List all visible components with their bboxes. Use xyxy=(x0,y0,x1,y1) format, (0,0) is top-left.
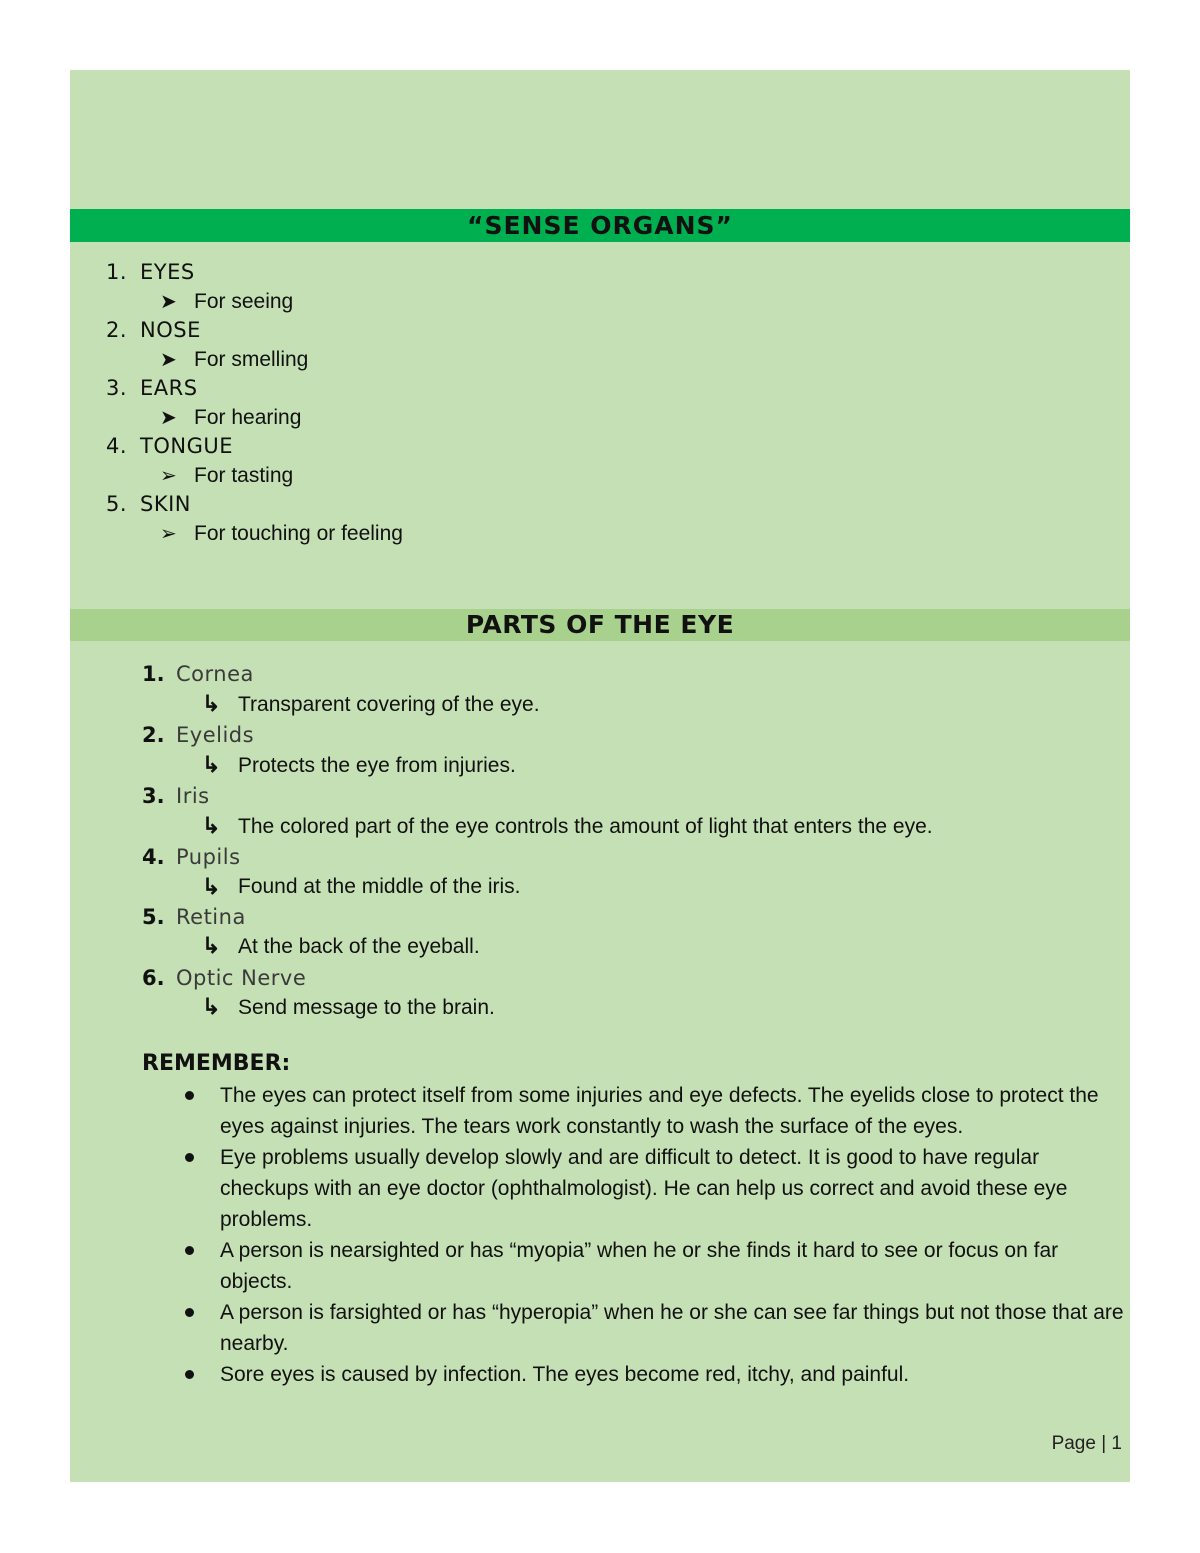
arrowhead-bullet-icon: ➢ xyxy=(160,523,177,545)
list-item-number: 4. xyxy=(142,845,165,869)
eye-part-description: The colored part of the eye controls the amount of light that enters the eye. xyxy=(238,815,933,838)
round-bullet-icon xyxy=(185,1308,194,1317)
organ-function: For seeing xyxy=(194,290,294,313)
remember-item: A person is nearsighted or has “myopia” when he or she finds it hard to see or focus on far objects. xyxy=(220,1239,1059,1293)
list-item-number: 6. xyxy=(142,966,165,990)
organ-name: TONGUE xyxy=(140,434,233,458)
curved-arrow-bullet-icon: ↳ xyxy=(202,691,221,716)
remember-heading: REMEMBER: xyxy=(142,1051,291,1076)
list-item-number: 5. xyxy=(106,492,128,516)
list-item-number: 2. xyxy=(142,723,165,747)
organ-name: SKIN xyxy=(140,492,192,516)
eye-part-name: Cornea xyxy=(176,662,254,686)
round-bullet-icon xyxy=(185,1370,194,1379)
curved-arrow-bullet-icon: ↳ xyxy=(202,933,221,958)
eye-part-description: Transparent covering of the eye. xyxy=(238,693,540,716)
eye-part-description: Send message to the brain. xyxy=(238,996,495,1019)
list-item-number: 2. xyxy=(106,318,128,342)
organ-function: For hearing xyxy=(194,406,302,429)
eye-part-description: Protects the eye from injuries. xyxy=(238,754,516,777)
curved-arrow-bullet-icon: ↳ xyxy=(202,874,221,899)
round-bullet-icon xyxy=(185,1153,194,1162)
remember-item: The eyes can protect itself from some injuries and eye defects. The eyelids close to protect the eyes against injuries. The tears work constantly to wash the surface of the eyes. xyxy=(220,1084,1099,1138)
list-item-number: 3. xyxy=(142,784,165,808)
arrowhead-bullet-icon: ➤ xyxy=(160,407,177,429)
arrowhead-bullet-icon: ➤ xyxy=(160,349,177,371)
eye-part-name: Optic Nerve xyxy=(176,966,307,990)
arrowhead-bullet-icon: ➢ xyxy=(160,465,177,487)
organ-name: EYES xyxy=(140,260,195,284)
eye-part-name: Iris xyxy=(176,784,210,808)
curved-arrow-bullet-icon: ↳ xyxy=(202,994,221,1019)
eye-part-description: At the back of the eyeball. xyxy=(238,935,480,958)
remember-item: Sore eyes is caused by infection. The eyes become red, itchy, and painful. xyxy=(220,1363,910,1386)
list-item-number: 5. xyxy=(142,905,165,929)
organ-name: EARS xyxy=(140,376,198,400)
document-page xyxy=(70,70,1130,1482)
remember-item: Eye problems usually develop slowly and are difficult to detect. It is good to have regular checkups with an eye doctor (ophthalmologist). He can help us correct and avoid these eye problems. xyxy=(220,1146,1068,1231)
organ-function: For tasting xyxy=(194,464,294,487)
curved-arrow-bullet-icon: ↳ xyxy=(202,752,221,777)
eye-part-name: Eyelids xyxy=(176,723,255,747)
list-item-number: 1. xyxy=(106,260,128,284)
list-item-number: 4. xyxy=(106,434,128,458)
eye-part-description: Found at the middle of the iris. xyxy=(238,875,521,898)
organ-name: NOSE xyxy=(140,318,201,342)
remember-item: A person is farsighted or has “hyperopia” when he or she can see far things but not those that are nearby. xyxy=(220,1301,1124,1355)
arrowhead-bullet-icon: ➤ xyxy=(160,291,177,313)
eye-part-name: Pupils xyxy=(176,845,241,869)
round-bullet-icon xyxy=(185,1246,194,1255)
round-bullet-icon xyxy=(185,1091,194,1100)
parts-of-eye-heading: PARTS OF THE EYE xyxy=(70,609,1130,641)
organ-function: For smelling xyxy=(194,348,309,371)
list-item-number: 1. xyxy=(142,662,165,686)
list-item-number: 3. xyxy=(106,376,128,400)
sense-organs-heading: “SENSE ORGANS” xyxy=(70,209,1130,242)
eye-part-name: Retina xyxy=(176,905,246,929)
page-number: Page | 1 xyxy=(1051,1433,1122,1454)
organ-function: For touching or feeling xyxy=(194,522,403,545)
curved-arrow-bullet-icon: ↳ xyxy=(202,813,221,838)
